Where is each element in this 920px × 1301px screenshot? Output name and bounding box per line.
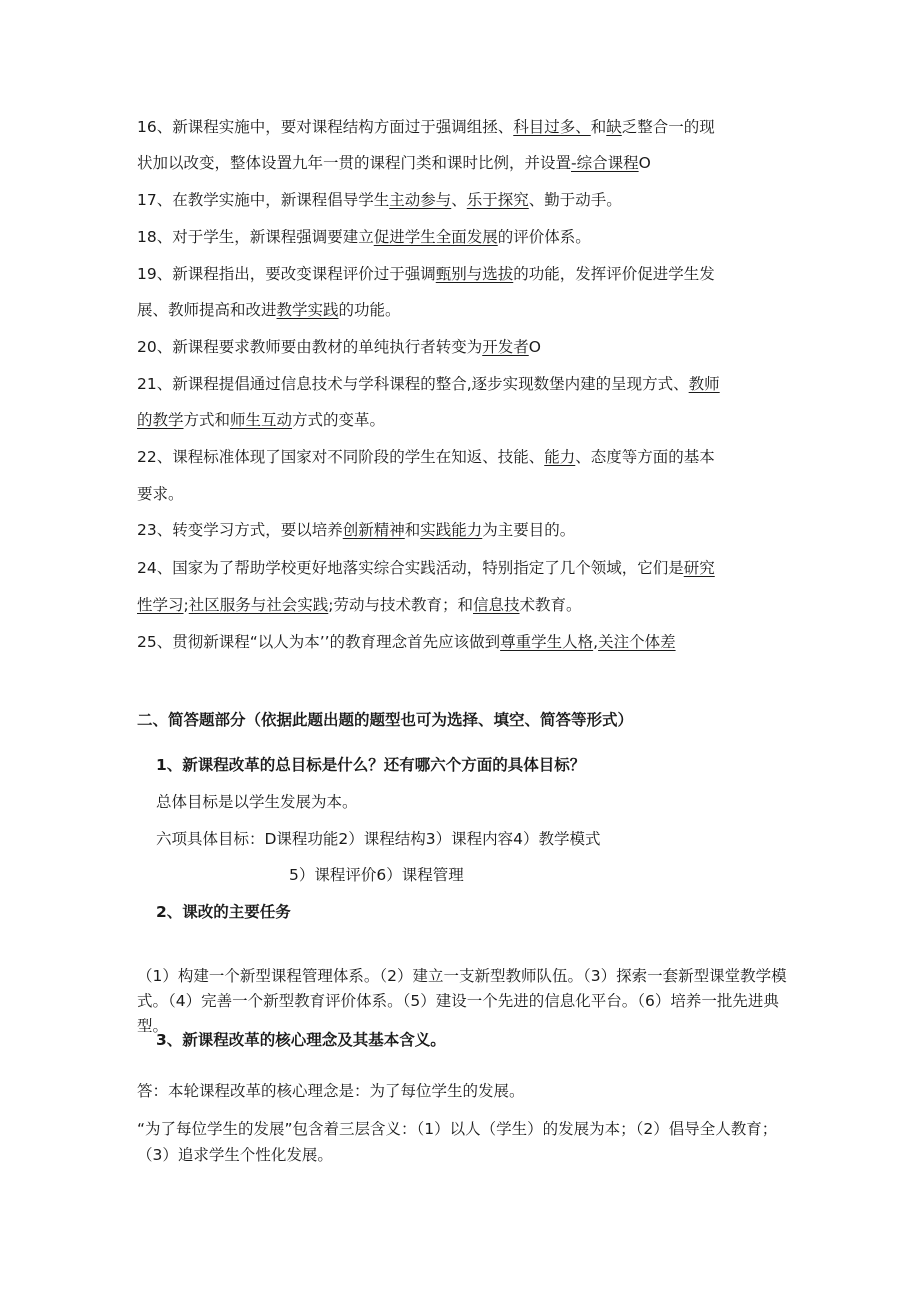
item-21-text: 21、新课程提倡通过信息技术与学科课程的整合,逐步实现数堡内建的呈现方式、: [137, 375, 689, 393]
item-20-text: O: [528, 338, 541, 356]
item-21-answer-1-cont: 的教学: [137, 411, 184, 429]
item-21-line-1: [137, 374, 720, 394]
item-24-answer-1: 研究: [683, 559, 715, 577]
question-1-answer-1: 总体目标是以学生发展为本。: [156, 793, 358, 811]
item-22-line-1: [137, 447, 715, 467]
item-19-text: 的功能，发挥评价促进学生发: [513, 265, 715, 283]
item-16-text: O: [638, 154, 651, 172]
item-17-text: 17、在教学实施中，新课程倡导学生: [137, 191, 390, 209]
item-22-line-2: [137, 484, 184, 504]
item-22-text: 、态度等方面的基本: [575, 448, 715, 466]
item-19-answer-1: 甄别与选拔: [435, 265, 514, 283]
item-24-text: ;劳动与技术教育；和: [328, 596, 473, 614]
item-23: [137, 520, 575, 540]
item-19-answer-2: 教学实践: [276, 301, 339, 319]
item-24-answer-3: 信息技: [473, 596, 520, 614]
question-1-title: 1、新课程改革的总目标是什么？还有哪六个方面的具体目标？: [156, 756, 586, 774]
item-16-text: 和: [590, 118, 607, 136]
item-17: [137, 190, 622, 210]
item-19-line-1: [137, 264, 715, 284]
item-23-text: 和: [404, 521, 421, 539]
question-1-answer-2: 六项具体目标：D课程功能2）课程结构3）课程内容4）教学模式: [156, 830, 601, 848]
item-16-answer-1: 科目过多、: [513, 118, 591, 136]
section-2-heading: 二、简答题部分（依据此题出题的题型也可为选择、填空、简答等形式）: [137, 711, 634, 729]
item-20: [137, 337, 541, 357]
item-21-text: 方式的变革。: [292, 411, 386, 429]
item-24-line-2: [137, 595, 582, 615]
item-18-answer-1: 促进学生全面发展: [373, 228, 498, 246]
item-19-line-2: [137, 300, 401, 320]
item-20-answer-1: 开发者: [482, 338, 529, 356]
item-16-answer-2: 缺: [606, 118, 622, 136]
item-18-text: 18、对于学生，新课程强调要建立: [137, 228, 374, 246]
item-20-text: 20、新课程要求教师要由教材的单纯执行者转变为: [137, 338, 483, 356]
question-2-answer: （1）构建一个新型课程管理体系。（2）建立一支新型教师队伍。（3）探索一套新型课堂教学模式。（4）完善一个新型教育评价体系。（5）建设一个先进的信息化平台。（6）培养一批先进典型。: [137, 967, 787, 1035]
item-24-text: 24、国家为了帮助学校更好地落实综合实践活动，特别指定了几个领域，它们是: [137, 559, 684, 577]
item-22-text: 22、课程标准体现了国家对不同阶段的学生在知返、技能、: [137, 448, 545, 466]
item-24-answer-2: 社区服务与社会实践: [188, 596, 329, 614]
item-25-text: ,: [593, 633, 599, 651]
item-16-answer-3: -综合课程: [571, 154, 639, 172]
item-17-text: 、: [451, 191, 467, 209]
question-3-answer-2: “为了每位学生的发展”包含着三层含义：（1）以人（学生）的发展为本；（2）倡导全人教育；（3）追求学生个性化发展。: [137, 1120, 778, 1164]
item-24-line-1: [137, 558, 715, 578]
item-16-text: 乏整合一的现: [621, 118, 715, 136]
item-21-answer-2: 师生互动: [230, 411, 293, 429]
item-21-line-2: [137, 410, 385, 430]
item-25-text: 25、贯彻新课程“以人为本’’的教育理念首先应该做到: [137, 633, 501, 651]
item-16-text: 16、新课程实施中，要对课程结构方面过于强调组拯、: [137, 118, 514, 136]
item-23-answer-2: 实践能力: [420, 521, 483, 539]
item-19-text: 的功能。: [338, 301, 401, 319]
item-24-text: 术教育。: [519, 596, 582, 614]
item-23-text: 为主要目的。: [482, 521, 576, 539]
item-17-answer-2: 乐于探究: [466, 191, 529, 209]
item-18: [137, 227, 591, 247]
item-24-text: ;: [183, 596, 189, 614]
item-25-answer-1: 尊重学生人格: [500, 633, 594, 651]
question-3-title: 3、新课程改革的核心理念及其基本含义。: [156, 1031, 446, 1049]
item-16-line-2: [137, 153, 651, 173]
item-25: [137, 632, 676, 652]
question-2-title: 2、课改的主要任务: [156, 903, 291, 921]
item-17-text: 、勤于动手。: [528, 191, 622, 209]
item-16-line-1: [137, 117, 715, 137]
item-23-answer-1: 创新精神: [342, 521, 405, 539]
question-1-answer-3: 5）课程评价6）课程管理: [289, 866, 464, 884]
item-17-answer-1: 主动参与: [389, 191, 452, 209]
item-25-answer-2: 关注个体差: [598, 633, 676, 651]
item-23-text: 23、转变学习方式，要以培养: [137, 521, 343, 539]
item-16-text: 状加以改变，整体设置九年一贯的课程门类和课时比例，并设置: [137, 154, 572, 172]
item-21-answer-1: 教师: [688, 375, 720, 393]
item-22-text: 要求。: [137, 485, 184, 503]
item-24-answer-1-cont: 性学习: [137, 596, 184, 614]
item-19-text: 展、教师提高和改进: [137, 301, 277, 319]
item-21-text: 方式和: [183, 411, 231, 429]
question-3-answer-1: 答：本轮课程改革的核心理念是：为了每位学生的发展。: [137, 1082, 525, 1100]
item-18-text: 的评价体系。: [497, 228, 591, 246]
item-19-text: 19、新课程指出，要改变课程评价过于强调: [137, 265, 436, 283]
item-22-answer-1: 能力: [544, 448, 576, 466]
